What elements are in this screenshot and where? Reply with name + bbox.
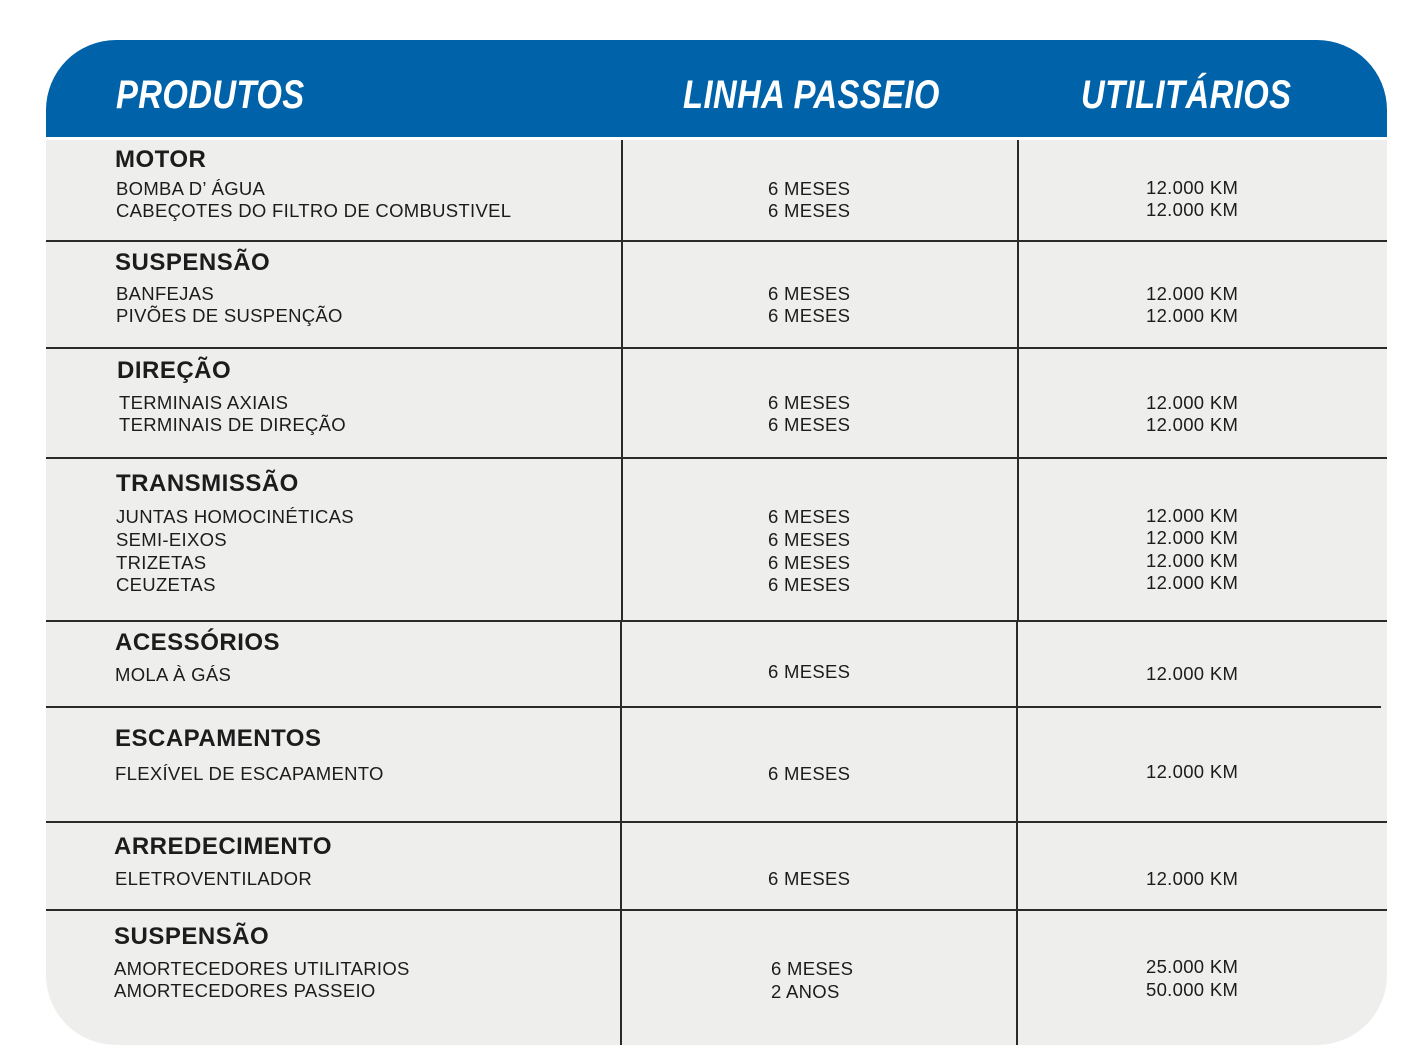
row-divider <box>46 240 1387 242</box>
category-title: DIREÇÃO <box>117 357 232 384</box>
product-item: CEUZETAS <box>116 574 216 595</box>
product-item: BOMBA D’ ÁGUA <box>116 178 266 199</box>
product-item: ELETROVENTILADOR <box>115 868 313 889</box>
product-item: MOLA À GÁS <box>115 664 232 685</box>
utilitarios-value: 12.000 KM <box>1146 550 1239 571</box>
passeio-value: 6 MESES <box>768 868 851 889</box>
passeio-value: 6 MESES <box>768 305 851 326</box>
passeio-value: 2 ANOS <box>771 981 840 1002</box>
utilitarios-value: 12.000 KM <box>1146 283 1239 304</box>
utilitarios-value: 12.000 KM <box>1146 868 1239 889</box>
row-divider <box>46 909 1387 911</box>
table-header <box>46 40 1387 137</box>
header-utilitarios: UTILITÁRIOS <box>1081 73 1292 117</box>
category-title: SUSPENSÃO <box>114 923 270 950</box>
column-divider <box>621 140 623 622</box>
utilitarios-value: 12.000 KM <box>1146 527 1239 548</box>
category-title: TRANSMISSÃO <box>116 470 299 497</box>
category-title: ESCAPAMENTOS <box>115 725 322 752</box>
header-produtos: PRODUTOS <box>116 73 305 117</box>
utilitarios-value: 12.000 KM <box>1146 177 1239 198</box>
row-divider <box>46 706 1381 708</box>
utilitarios-value: 12.000 KM <box>1146 414 1239 435</box>
column-divider <box>1017 140 1019 622</box>
row-divider <box>46 620 1387 622</box>
product-item: CABEÇOTES DO FILTRO DE COMBUSTIVEL <box>116 200 512 221</box>
passeio-value: 6 MESES <box>768 200 851 221</box>
column-divider <box>620 620 622 1045</box>
utilitarios-value: 12.000 KM <box>1146 761 1239 782</box>
category-title: ACESSÓRIOS <box>115 629 281 656</box>
passeio-value: 6 MESES <box>768 506 851 527</box>
passeio-value: 6 MESES <box>768 178 851 199</box>
category-title: SUSPENSÃO <box>115 249 271 276</box>
passeio-value: 6 MESES <box>768 283 851 304</box>
passeio-value: 6 MESES <box>768 529 851 550</box>
utilitarios-value: 12.000 KM <box>1146 392 1239 413</box>
row-divider <box>46 821 1387 823</box>
utilitarios-value: 50.000 KM <box>1146 979 1239 1000</box>
product-item: TERMINAIS AXIAIS <box>119 392 289 413</box>
header-linha-passeio: LINHA PASSEIO <box>683 73 940 117</box>
warranty-table <box>46 40 1387 1045</box>
passeio-value: 6 MESES <box>768 661 851 682</box>
product-item: JUNTAS HOMOCINÉTICAS <box>116 506 354 527</box>
product-item: AMORTECEDORES PASSEIO <box>114 980 376 1001</box>
product-item: AMORTECEDORES UTILITARIOS <box>114 958 410 979</box>
product-item: SEMI-EIXOS <box>116 529 227 550</box>
product-item: TRIZETAS <box>116 552 207 573</box>
column-divider <box>1016 620 1018 1045</box>
passeio-value: 6 MESES <box>768 392 851 413</box>
row-divider <box>46 457 1387 459</box>
header-divider <box>46 137 1387 140</box>
passeio-value: 6 MESES <box>768 763 851 784</box>
product-item: PIVÕES DE SUSPENÇÃO <box>116 305 343 326</box>
passeio-value: 6 MESES <box>768 574 851 595</box>
utilitarios-value: 12.000 KM <box>1146 572 1239 593</box>
row-divider <box>46 347 1387 349</box>
utilitarios-value: 25.000 KM <box>1146 956 1239 977</box>
product-item: BANFEJAS <box>116 283 215 304</box>
passeio-value: 6 MESES <box>768 414 851 435</box>
product-item: FLEXÍVEL DE ESCAPAMENTO <box>115 763 384 784</box>
passeio-value: 6 MESES <box>768 552 851 573</box>
utilitarios-value: 12.000 KM <box>1146 505 1239 526</box>
utilitarios-value: 12.000 KM <box>1146 305 1239 326</box>
passeio-value: 6 MESES <box>771 958 854 979</box>
utilitarios-value: 12.000 KM <box>1146 663 1239 684</box>
utilitarios-value: 12.000 KM <box>1146 199 1239 220</box>
category-title: MOTOR <box>115 146 207 173</box>
product-item: TERMINAIS DE DIREÇÃO <box>119 414 346 435</box>
category-title: ARREDECIMENTO <box>114 833 333 860</box>
